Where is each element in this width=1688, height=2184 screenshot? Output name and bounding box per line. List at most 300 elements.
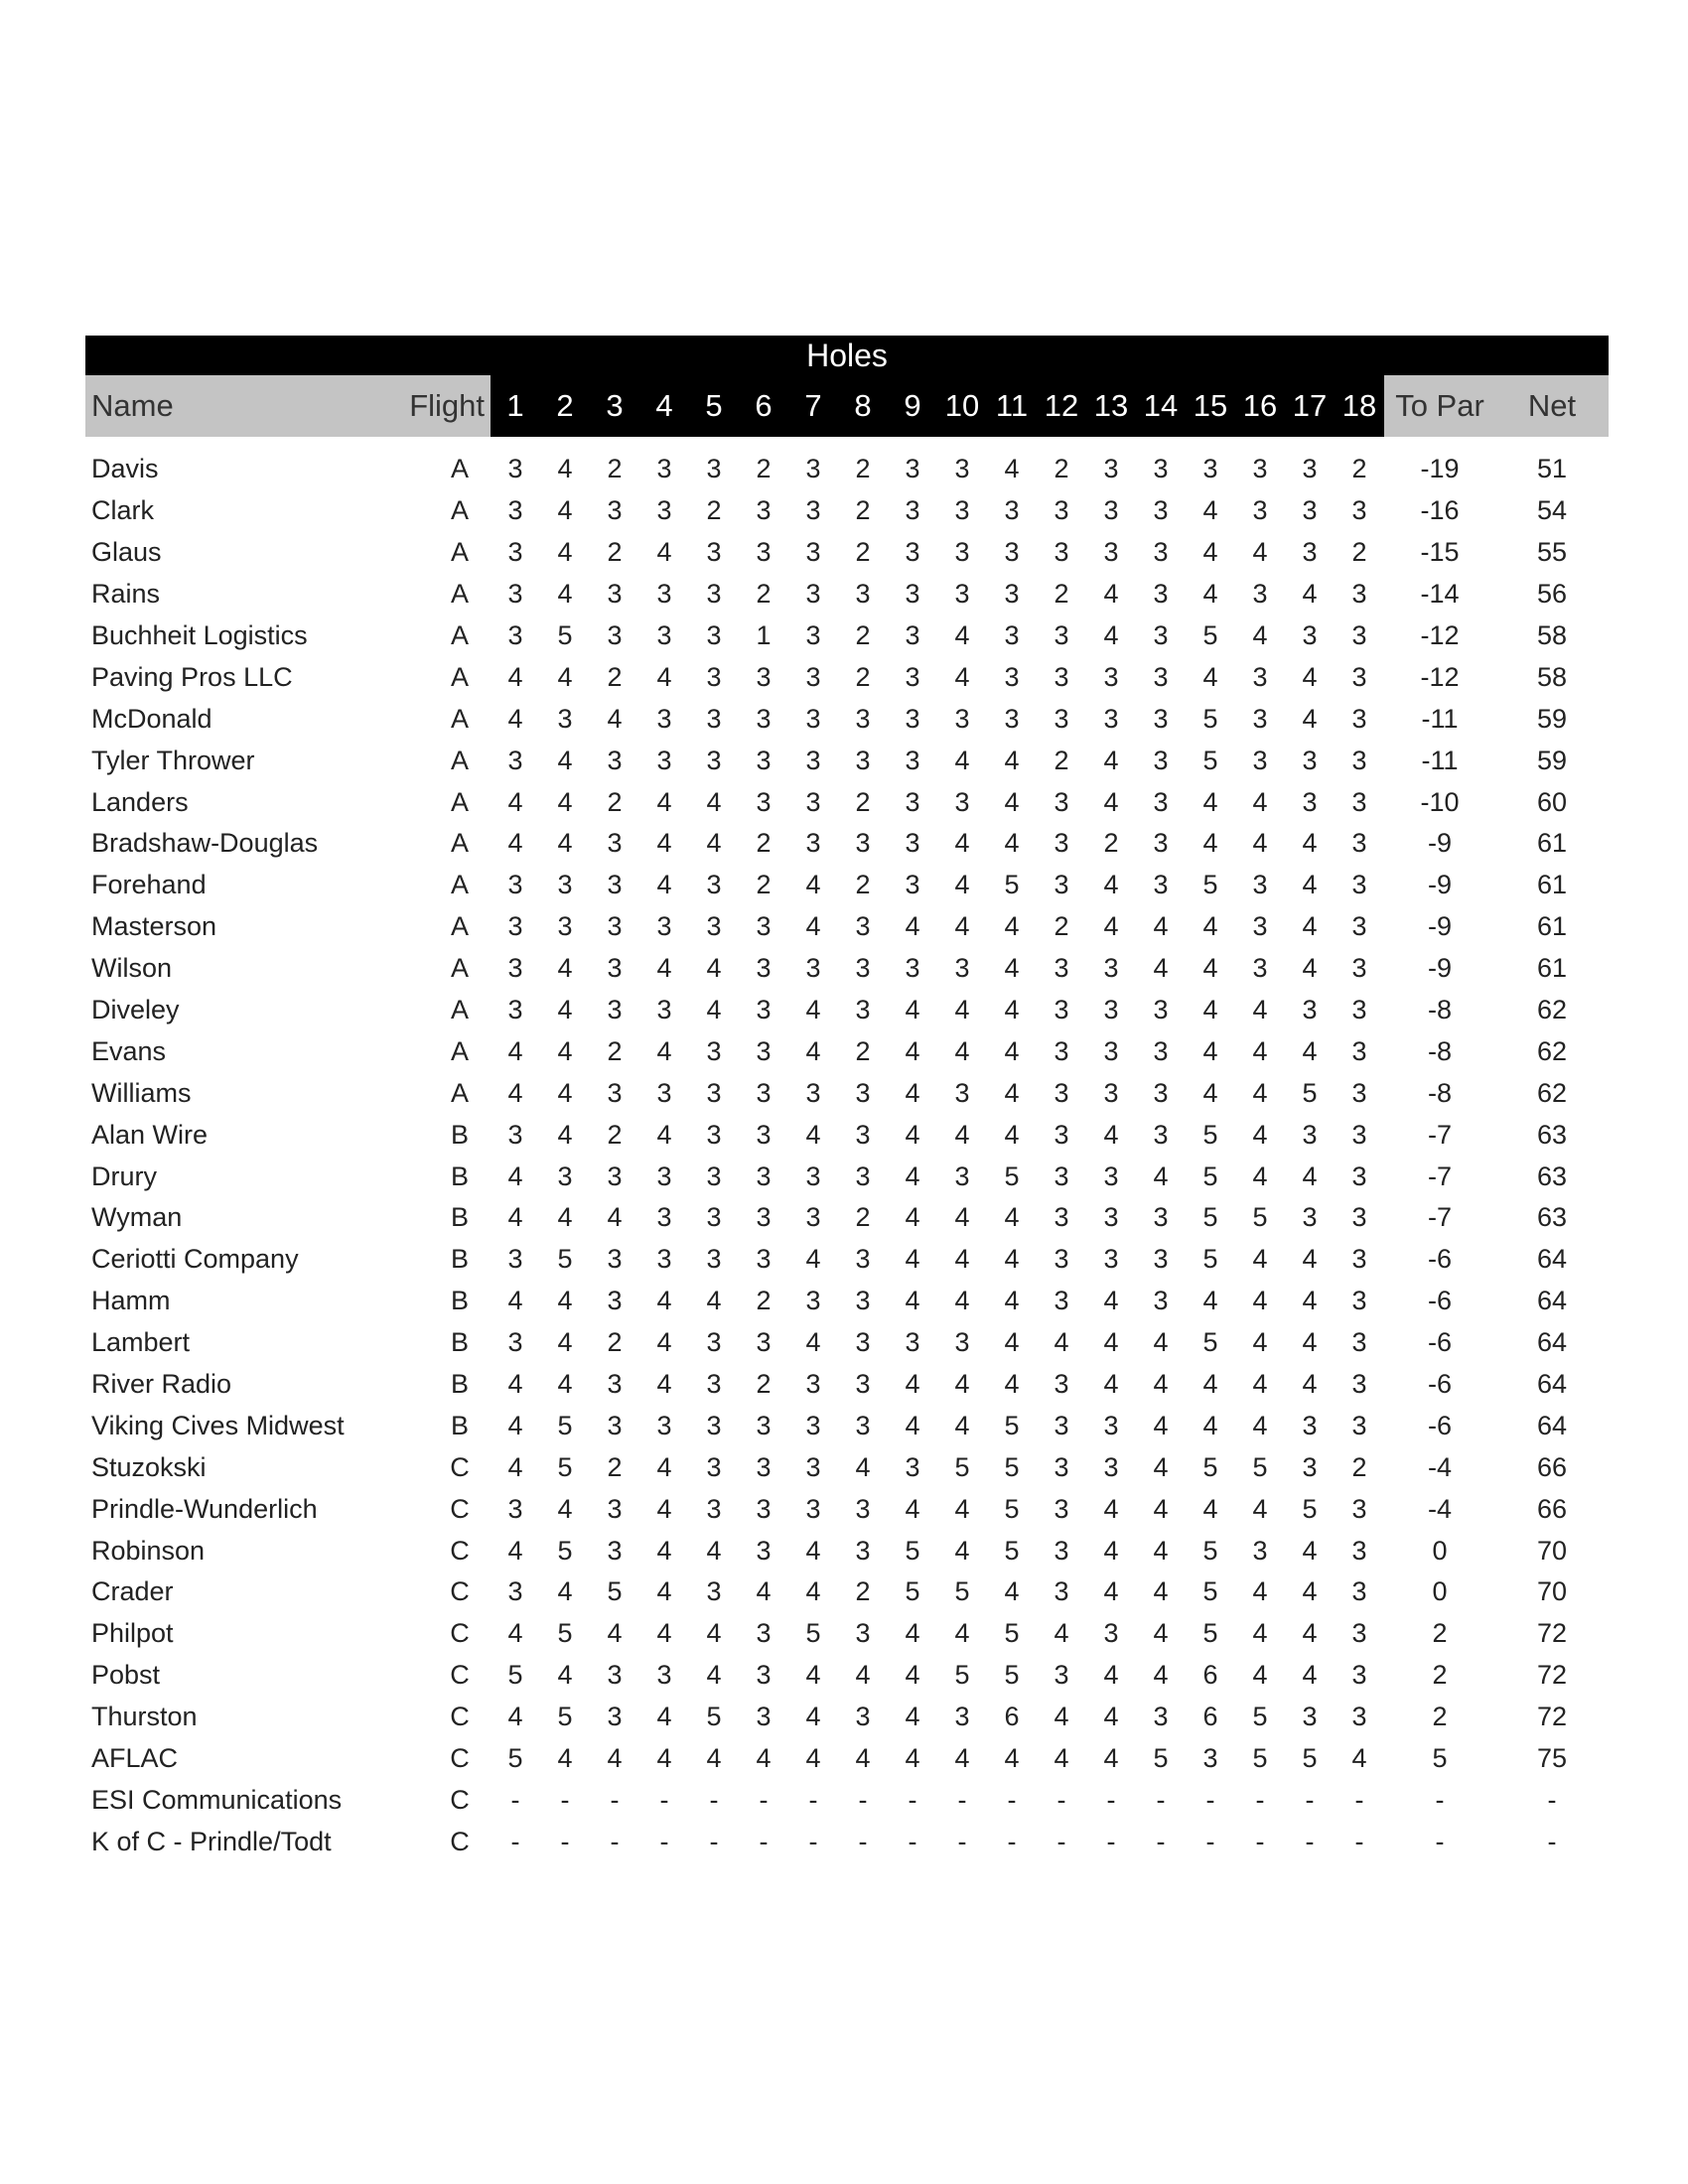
flight-cell: B: [450, 1369, 469, 1400]
team-name: Stuzokski: [91, 1451, 207, 1482]
hole-score-13: 4: [1103, 1743, 1119, 1774]
hole-score-17: -: [1305, 1784, 1315, 1815]
hole-score-10: 3: [954, 537, 970, 568]
to-par-cell: -9: [1427, 828, 1452, 859]
hole-score-2: 4: [557, 537, 573, 568]
to-par-cell: -8: [1427, 1035, 1452, 1066]
hole-score-7: 4: [805, 1743, 821, 1774]
hole-score-6: 2: [756, 828, 772, 859]
hole-score-14: 4: [1153, 1618, 1169, 1649]
hole-score-16: -: [1255, 1826, 1265, 1856]
to-par-cell: -16: [1420, 495, 1460, 526]
hole-score-9: 4: [905, 1702, 920, 1732]
hole-score-5: 3: [706, 1493, 722, 1524]
hole-score-14: 4: [1153, 911, 1169, 942]
hole-score-1: 4: [507, 1410, 523, 1440]
hole-score-9: 4: [905, 1618, 920, 1649]
table-row: [85, 1446, 1609, 1488]
flight-cell: A: [450, 953, 469, 984]
hole-score-5: 4: [706, 1535, 722, 1566]
flight-cell: C: [450, 1451, 470, 1482]
hole-score-3: 2: [607, 1327, 623, 1358]
hole-score-9: 3: [905, 703, 920, 734]
hole-score-17: 4: [1302, 1535, 1318, 1566]
hole-score-18: 3: [1351, 911, 1367, 942]
hole-score-2: 4: [557, 1576, 573, 1607]
hole-score-5: 3: [706, 870, 722, 900]
hole-score-12: 3: [1054, 995, 1069, 1025]
results-table: [85, 336, 1609, 1862]
hole-score-8: 3: [855, 703, 871, 734]
flight-cell: B: [450, 1160, 469, 1191]
hole-score-15: 5: [1202, 1327, 1218, 1358]
hole-score-8: 3: [855, 1160, 871, 1191]
hole-score-16: 4: [1252, 1576, 1268, 1607]
hole-header-8: 8: [838, 375, 888, 437]
to-par-cell: -14: [1420, 579, 1460, 610]
hole-score-10: 5: [954, 1660, 970, 1691]
hole-header-15: 15: [1186, 375, 1235, 437]
hole-score-8: 2: [855, 620, 871, 650]
hole-score-15: -: [1205, 1784, 1215, 1815]
hole-score-3: 3: [607, 953, 623, 984]
hole-score-10: 5: [954, 1576, 970, 1607]
hole-score-3: 2: [607, 1035, 623, 1066]
hole-score-12: 3: [1054, 786, 1069, 817]
hole-score-16: 4: [1252, 1244, 1268, 1275]
hole-score-6: 4: [756, 1743, 772, 1774]
hole-score-5: 3: [706, 1119, 722, 1150]
hole-score-11: 4: [1004, 745, 1020, 775]
hole-score-10: 3: [954, 1077, 970, 1108]
hole-score-4: 3: [656, 1244, 672, 1275]
to-par-cell: 0: [1432, 1535, 1448, 1566]
hole-score-3: -: [610, 1826, 620, 1856]
hole-score-1: -: [510, 1784, 520, 1815]
hole-score-5: 4: [706, 786, 722, 817]
table-row: [85, 740, 1609, 781]
hole-score-16: 4: [1252, 1369, 1268, 1400]
hole-score-5: 4: [706, 953, 722, 984]
hole-score-6: 3: [756, 495, 772, 526]
hole-score-6: 3: [756, 1077, 772, 1108]
to-par-cell: 2: [1432, 1702, 1448, 1732]
team-name: Viking Cives Midwest: [91, 1410, 345, 1440]
hole-score-7: 3: [805, 579, 821, 610]
hole-score-5: 4: [706, 995, 722, 1025]
hole-score-11: 4: [1004, 454, 1020, 484]
hole-score-16: 4: [1252, 537, 1268, 568]
hole-score-5: 4: [706, 1660, 722, 1691]
hole-score-13: 4: [1103, 1286, 1119, 1316]
net-cell: 72: [1536, 1660, 1568, 1691]
hole-score-15: 5: [1202, 1576, 1218, 1607]
hole-score-18: 3: [1351, 1202, 1367, 1233]
hole-score-2: 4: [557, 495, 573, 526]
hole-score-13: -: [1106, 1784, 1116, 1815]
hole-score-5: 4: [706, 1286, 722, 1316]
flight-cell: A: [450, 995, 469, 1025]
hole-score-7: 5: [805, 1618, 821, 1649]
hole-score-18: 3: [1351, 1327, 1367, 1358]
hole-score-14: 3: [1153, 703, 1169, 734]
hole-score-16: 3: [1252, 953, 1268, 984]
hole-score-4: 3: [656, 911, 672, 942]
hole-score-14: 4: [1153, 1327, 1169, 1358]
hole-score-9: 3: [905, 786, 920, 817]
hole-score-6: 3: [756, 1618, 772, 1649]
hole-score-15: 4: [1202, 995, 1218, 1025]
hole-score-8: 2: [855, 870, 871, 900]
hole-score-6: 3: [756, 911, 772, 942]
team-name: Paving Pros LLC: [91, 661, 293, 692]
hole-score-3: 2: [607, 454, 623, 484]
table-row: [85, 1530, 1609, 1571]
hole-score-14: 3: [1153, 454, 1169, 484]
table-row: [85, 1488, 1609, 1530]
team-name: Glaus: [91, 537, 162, 568]
team-name: Bradshaw-Douglas: [91, 828, 319, 859]
flight-cell: A: [450, 1077, 469, 1108]
hole-score-3: 3: [607, 1244, 623, 1275]
team-name: Clark: [91, 495, 155, 526]
hole-score-9: 4: [905, 1493, 920, 1524]
hole-score-10: 4: [954, 1202, 970, 1233]
hole-score-11: 5: [1004, 1618, 1020, 1649]
column-header-row: [85, 375, 1609, 437]
flight-cell: A: [450, 454, 469, 484]
table-row: [85, 574, 1609, 615]
hole-score-10: 3: [954, 579, 970, 610]
hole-score-17: 3: [1302, 1202, 1318, 1233]
hole-header-7: 7: [788, 375, 838, 437]
hole-score-3: -: [610, 1784, 620, 1815]
hole-score-13: 3: [1103, 703, 1119, 734]
hole-score-18: 3: [1351, 953, 1367, 984]
hole-score-17: 4: [1302, 1160, 1318, 1191]
hole-score-2: 4: [557, 995, 573, 1025]
hole-score-12: 3: [1054, 1369, 1069, 1400]
hole-score-3: 3: [607, 911, 623, 942]
hole-score-17: 4: [1302, 1369, 1318, 1400]
hole-score-9: 3: [905, 579, 920, 610]
hole-score-14: 5: [1153, 1743, 1169, 1774]
table-row: [85, 1197, 1609, 1239]
hole-score-12: 3: [1054, 1535, 1069, 1566]
hole-score-2: 4: [557, 1327, 573, 1358]
net-cell: 61: [1536, 911, 1568, 942]
flight-cell: B: [450, 1244, 469, 1275]
net-cell: 58: [1536, 661, 1568, 692]
hole-score-2: 3: [557, 1160, 573, 1191]
team-name: River Radio: [91, 1369, 232, 1400]
team-name: Pobst: [91, 1660, 161, 1691]
hole-score-18: 3: [1351, 703, 1367, 734]
flight-cell: A: [450, 1035, 469, 1066]
flight-cell: A: [450, 495, 469, 526]
to-par-cell: -11: [1421, 745, 1459, 775]
hole-score-5: 3: [706, 454, 722, 484]
hole-score-17: 3: [1302, 454, 1318, 484]
hole-score-18: 3: [1351, 745, 1367, 775]
hole-score-15: 5: [1202, 870, 1218, 900]
scoreboard: [85, 336, 1609, 1862]
hole-score-16: 3: [1252, 579, 1268, 610]
hole-score-1: 4: [507, 1035, 523, 1066]
hole-score-4: 4: [656, 1576, 672, 1607]
hole-score-15: 5: [1202, 1160, 1218, 1191]
hole-score-15: 4: [1202, 1035, 1218, 1066]
net-cell: 51: [1536, 454, 1568, 484]
team-name: Wyman: [91, 1202, 183, 1233]
hole-score-4: 4: [656, 1286, 672, 1316]
hole-score-3: 3: [607, 1410, 623, 1440]
to-par-cell: -: [1435, 1784, 1445, 1815]
hole-score-2: 3: [557, 911, 573, 942]
hole-score-4: 3: [656, 995, 672, 1025]
hole-score-9: 3: [905, 1327, 920, 1358]
hole-score-1: 4: [507, 1618, 523, 1649]
hole-score-11: 5: [1004, 870, 1020, 900]
flight-cell: B: [450, 1202, 469, 1233]
hole-header-10: 10: [937, 375, 987, 437]
hole-score-8: 2: [855, 1576, 871, 1607]
hole-score-18: 3: [1351, 1119, 1367, 1150]
hole-score-9: 3: [905, 454, 920, 484]
net-cell: 62: [1536, 1077, 1568, 1108]
to-par-cell: -6: [1427, 1327, 1452, 1358]
net-cell: 72: [1536, 1618, 1568, 1649]
table-row: [85, 1821, 1609, 1862]
hole-score-6: 3: [756, 1451, 772, 1482]
hole-score-12: 3: [1054, 1286, 1069, 1316]
hole-score-13: 3: [1103, 995, 1119, 1025]
hole-score-2: -: [560, 1826, 570, 1856]
hole-score-10: 4: [954, 1410, 970, 1440]
table-row: [85, 1738, 1609, 1780]
hole-score-15: 4: [1202, 661, 1218, 692]
net-cell: 55: [1536, 537, 1568, 568]
hole-score-11: 4: [1004, 786, 1020, 817]
hole-score-8: 4: [855, 1660, 871, 1691]
hole-score-12: 2: [1054, 745, 1069, 775]
hole-score-5: 4: [706, 1743, 722, 1774]
hole-score-5: 3: [706, 1077, 722, 1108]
hole-score-12: -: [1056, 1784, 1066, 1815]
hole-score-6: 3: [756, 745, 772, 775]
hole-score-17: 3: [1302, 1410, 1318, 1440]
hole-score-16: 4: [1252, 1160, 1268, 1191]
team-name: Prindle-Wunderlich: [91, 1493, 318, 1524]
hole-score-16: 3: [1252, 911, 1268, 942]
hole-score-9: 4: [905, 1743, 920, 1774]
table-row: [85, 698, 1609, 740]
hole-score-5: 3: [706, 1369, 722, 1400]
hole-score-17: 3: [1302, 786, 1318, 817]
hole-score-6: 3: [756, 1702, 772, 1732]
team-name: Tyler Thrower: [91, 745, 255, 775]
hole-score-12: 3: [1054, 1493, 1069, 1524]
hole-score-17: 3: [1302, 745, 1318, 775]
hole-score-7: 3: [805, 703, 821, 734]
hole-score-1: 4: [507, 1202, 523, 1233]
hole-header-16: 16: [1235, 375, 1285, 437]
hole-score-3: 4: [607, 1618, 623, 1649]
table-row: [85, 1072, 1609, 1114]
net-cell: -: [1547, 1784, 1557, 1815]
hole-score-11: 4: [1004, 1202, 1020, 1233]
hole-header-12: 12: [1037, 375, 1086, 437]
hole-score-5: 4: [706, 1618, 722, 1649]
hole-score-5: -: [709, 1826, 719, 1856]
hole-score-10: -: [957, 1784, 967, 1815]
hole-score-16: 3: [1252, 703, 1268, 734]
hole-score-8: 3: [855, 953, 871, 984]
net-cell: 70: [1536, 1535, 1568, 1566]
hole-score-7: 4: [805, 1119, 821, 1150]
hole-score-5: -: [709, 1784, 719, 1815]
hole-score-11: 4: [1004, 1119, 1020, 1150]
hole-score-15: 5: [1202, 1451, 1218, 1482]
hole-score-15: 4: [1202, 1493, 1218, 1524]
hole-score-17: 5: [1302, 1077, 1318, 1108]
hole-score-10: 4: [954, 1244, 970, 1275]
hole-score-3: 3: [607, 1660, 623, 1691]
team-name: Drury: [91, 1160, 157, 1191]
hole-score-2: 3: [557, 870, 573, 900]
hole-score-15: 4: [1202, 495, 1218, 526]
net-cell: 64: [1536, 1410, 1568, 1440]
table-row: [85, 656, 1609, 698]
hole-score-11: 4: [1004, 1286, 1020, 1316]
hole-score-8: 3: [855, 1327, 871, 1358]
hole-score-7: 3: [805, 454, 821, 484]
hole-score-7: 4: [805, 1244, 821, 1275]
hole-header-14: 14: [1136, 375, 1186, 437]
table-row: [85, 532, 1609, 574]
to-par-cell: 0: [1432, 1576, 1448, 1607]
hole-score-16: 4: [1252, 1286, 1268, 1316]
hole-score-10: 4: [954, 995, 970, 1025]
hole-score-10: 3: [954, 953, 970, 984]
hole-score-8: 4: [855, 1451, 871, 1482]
table-row: [85, 823, 1609, 865]
net-cell: -: [1547, 1826, 1557, 1856]
hole-score-12: 3: [1054, 1576, 1069, 1607]
to-par-cell: -4: [1427, 1451, 1452, 1482]
hole-score-13: 3: [1103, 495, 1119, 526]
hole-score-1: 3: [507, 953, 523, 984]
hole-score-1: 3: [507, 620, 523, 650]
hole-score-2: -: [560, 1784, 570, 1815]
hole-score-12: 3: [1054, 661, 1069, 692]
hole-score-3: 2: [607, 661, 623, 692]
hole-score-14: 3: [1153, 1077, 1169, 1108]
table-row: [85, 1780, 1609, 1822]
hole-score-9: 4: [905, 1286, 920, 1316]
table-row: [85, 615, 1609, 657]
hole-score-8: 3: [855, 1618, 871, 1649]
hole-score-6: -: [759, 1784, 769, 1815]
hole-score-13: 3: [1103, 1077, 1119, 1108]
hole-score-9: 3: [905, 953, 920, 984]
hole-score-9: 4: [905, 1244, 920, 1275]
flight-cell: C: [450, 1660, 470, 1691]
hole-score-3: 3: [607, 870, 623, 900]
hole-score-1: 3: [507, 745, 523, 775]
hole-score-2: 4: [557, 1369, 573, 1400]
hole-score-18: 3: [1351, 828, 1367, 859]
hole-score-3: 2: [607, 1119, 623, 1150]
net-cell: 63: [1536, 1119, 1568, 1150]
hole-score-8: 3: [855, 828, 871, 859]
table-row: [85, 990, 1609, 1031]
hole-score-10: 4: [954, 1535, 970, 1566]
hole-score-18: 3: [1351, 1160, 1367, 1191]
hole-score-1: 4: [507, 1077, 523, 1108]
hole-score-7: 3: [805, 1286, 821, 1316]
hole-score-4: 3: [656, 1077, 672, 1108]
hole-score-4: 4: [656, 537, 672, 568]
hole-score-7: 3: [805, 1369, 821, 1400]
hole-score-1: -: [510, 1826, 520, 1856]
team-name: Wilson: [91, 953, 173, 984]
hole-score-16: 3: [1252, 661, 1268, 692]
hole-score-8: 2: [855, 537, 871, 568]
hole-score-12: 3: [1054, 1160, 1069, 1191]
hole-score-1: 3: [507, 1327, 523, 1358]
flight-cell: C: [450, 1535, 470, 1566]
to-par-cell: -7: [1427, 1160, 1452, 1191]
hole-score-6: 3: [756, 995, 772, 1025]
hole-score-6: 2: [756, 870, 772, 900]
hole-score-11: 4: [1004, 911, 1020, 942]
hole-score-2: 4: [557, 1743, 573, 1774]
hole-score-15: 4: [1202, 579, 1218, 610]
hole-score-12: 3: [1054, 1660, 1069, 1691]
hole-score-14: -: [1156, 1826, 1166, 1856]
hole-score-6: 3: [756, 1327, 772, 1358]
hole-score-13: 4: [1103, 620, 1119, 650]
hole-score-9: 4: [905, 911, 920, 942]
hole-score-9: 4: [905, 1660, 920, 1691]
hole-score-4: 4: [656, 1493, 672, 1524]
to-par-cell: 5: [1432, 1743, 1448, 1774]
hole-score-17: -: [1305, 1826, 1315, 1856]
hole-score-13: 4: [1103, 786, 1119, 817]
hole-score-3: 3: [607, 828, 623, 859]
hole-score-3: 2: [607, 786, 623, 817]
to-par-cell: -12: [1420, 620, 1460, 650]
hole-score-17: 3: [1302, 995, 1318, 1025]
hole-score-11: 4: [1004, 1369, 1020, 1400]
hole-score-8: 2: [855, 495, 871, 526]
hole-score-9: 5: [905, 1535, 920, 1566]
hole-score-14: 4: [1153, 1576, 1169, 1607]
hole-score-12: 4: [1054, 1743, 1069, 1774]
hole-score-11: 5: [1004, 1535, 1020, 1566]
hole-score-4: 4: [656, 1369, 672, 1400]
hole-score-13: 4: [1103, 1369, 1119, 1400]
hole-score-16: 5: [1252, 1743, 1268, 1774]
hole-score-10: 5: [954, 1451, 970, 1482]
hole-score-17: 4: [1302, 1286, 1318, 1316]
hole-score-1: 3: [507, 1244, 523, 1275]
hole-score-11: 5: [1004, 1660, 1020, 1691]
table-row: [85, 1322, 1609, 1364]
hole-score-17: 4: [1302, 579, 1318, 610]
hole-score-4: 3: [656, 620, 672, 650]
